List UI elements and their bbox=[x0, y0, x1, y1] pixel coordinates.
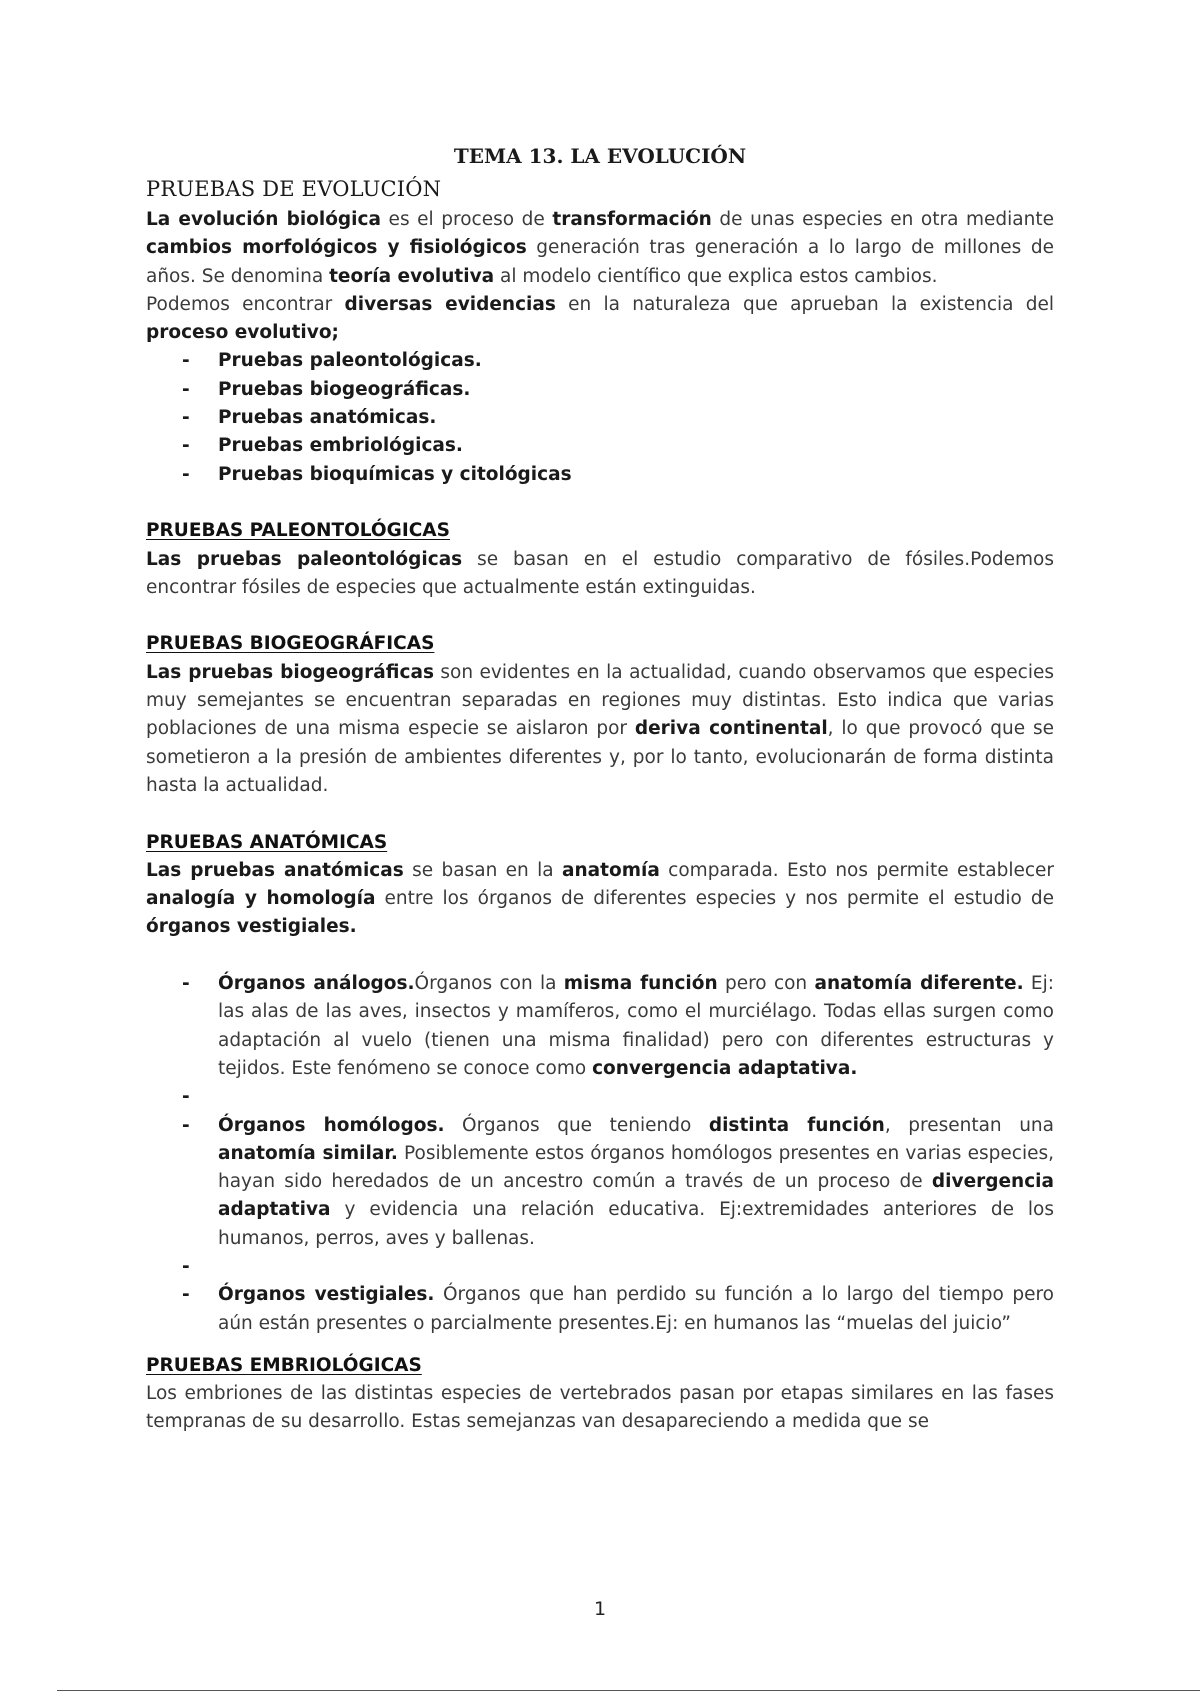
section-heading-biogeograficas: PRUEBAS BIOGEOGRÁFICAS bbox=[146, 633, 435, 655]
evidence-list bbox=[146, 347, 1054, 488]
organ-list bbox=[146, 970, 1054, 1338]
anat-paragraph: Las pruebas anatómicas se basan en la anatomía comparada. Esto nos permite establecer analogía y homología entre los órganos de diferentes especies y nos permite el estudio de órganos vestigiales. bbox=[146, 859, 1054, 938]
list-item: - Pruebas paleontológicas. bbox=[146, 347, 1054, 375]
list-item: - Pruebas anatómicas. bbox=[146, 404, 1054, 432]
document-content bbox=[146, 206, 1054, 1437]
section-heading-paleontologicas: PRUEBAS PALEONTOLÓGICAS bbox=[146, 520, 450, 542]
list-item-analogos: - Órganos análogos.Órganos con la misma función pero con anatomía diferente. Ej: las alas de las aves, insectos y mamíferos, como el murciélago. Todas ellas surgen como adaptación al vuelo (tienen una misma finalidad) pero con diferentes estructuras y tejidos. Este fenómeno se conoce como convergencia adaptativa. bbox=[146, 970, 1054, 1083]
list-item-homologos: - Órganos homólogos. Órganos que teniendo distinta función, presentan una anatomía similar. Posiblemente estos órganos homólogos presentes en varias especies, hayan sido heredados de un ancestro común a través de un proceso de divergencia adaptativa y evidencia una relación educativa. Ej:extremidades anteriores de los humanos, perros, aves y ballenas. bbox=[146, 1112, 1054, 1253]
page-number: 1 bbox=[593, 1598, 607, 1620]
biogeo-paragraph: Las pruebas biogeográficas son evidentes en la actualidad, cuando observamos que especies muy semejantes se encuentran separadas en regiones muy distintas. Esto indica que varias poblaciones de una misma especie se aislaron por deriva continental, lo que provocó que se sometieron a la presión de ambientes diferentes y, por lo tanto, evolucionarán de forma distinta hasta la actualidad. bbox=[146, 661, 1054, 796]
page-title: TEMA 13. LA EVOLUCIÓN bbox=[453, 144, 747, 168]
list-item: - Pruebas biogeográficas. bbox=[146, 376, 1054, 404]
list-item-vestigiales: - Órganos vestigiales. Órganos que han perdido su función a lo largo del tiempo pero aún están presentes o parcialmente presentes.Ej: en humanos las “muelas del juicio” bbox=[146, 1281, 1054, 1338]
section-heading-embriologicas: PRUEBAS EMBRIOLÓGICAS bbox=[146, 1354, 422, 1376]
embrio-paragraph: Los embriones de las distintas especies de vertebrados pasan por etapas similares en las fases tempranas de su desarrollo. Estas semejanzas van desapareciendo a medida que se bbox=[146, 1383, 1054, 1433]
section-heading-anatomicas: PRUEBAS ANATÓMICAS bbox=[146, 831, 388, 853]
list-item: - Pruebas embriológicas. bbox=[146, 432, 1054, 460]
paleo-paragraph: Las pruebas paleontológicas se basan en el estudio comparativo de fósiles.Podemos encontrar fósiles de especies que actualmente están extinguidas. bbox=[146, 548, 1054, 598]
intro-paragraph-1: La evolución biológica es el proceso de transformación de unas especies en otra mediante cambios morfológicos y fisiológicos generación tras generación a lo largo de millones de años. Se denomina teoría evolutiva al modelo científico que explica estos cambios. bbox=[146, 209, 1054, 287]
intro-paragraph-2: Podemos encontrar diversas evidencias en la naturaleza que aprueban la existencia del proceso evolutivo; bbox=[146, 293, 1054, 344]
main-heading: PRUEBAS DE EVOLUCIÓN bbox=[146, 177, 442, 201]
footer-divider bbox=[57, 1690, 1200, 1691]
list-item: - Pruebas bioquímicas y citológicas bbox=[146, 461, 1054, 489]
